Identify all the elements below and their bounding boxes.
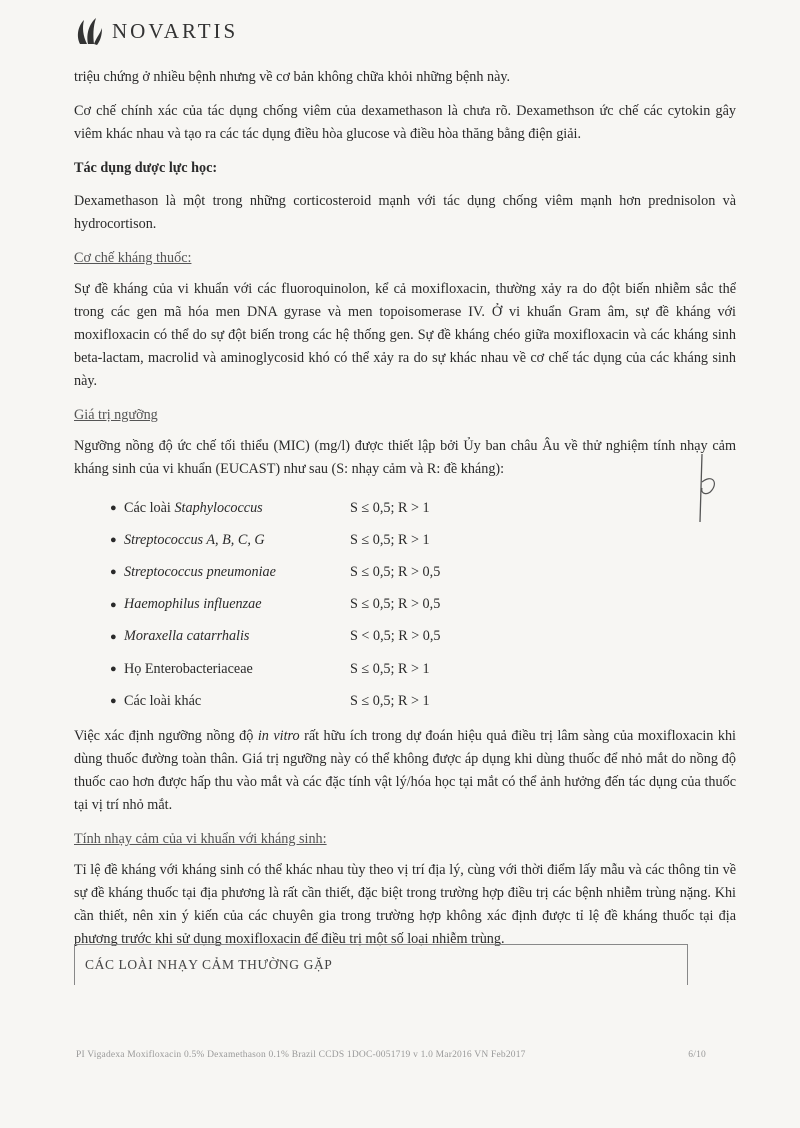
- breakpoint-value: S ≤ 0,5; R > 0,5: [350, 596, 441, 613]
- breakpoint-value: S < 0,5; R > 0,5: [350, 628, 441, 645]
- table-header: CÁC LOÀI NHẠY CẢM THƯỜNG GẶP: [85, 957, 333, 972]
- list-item: ● Haemophilus influenzae S ≤ 0,5; R > 0,5: [74, 589, 736, 621]
- list-item: ● Các loài khác S ≤ 0,5; R > 1: [74, 685, 736, 717]
- page-footer: [76, 1050, 706, 1060]
- page-number: 6/10: [688, 1050, 706, 1060]
- paragraph-mechanism: Cơ chế chính xác của tác dụng chống viêm của dexamethason là chưa rõ. Dexamethson ức chế các cytokin gây viêm khác nhau và tạo ra các tác dụng điều hòa glucose và điều hòa thăng bằng điện giải.: [74, 103, 736, 142]
- organism: Streptococcus A, B, C, G: [124, 531, 265, 548]
- paragraph-dexamethason: Dexamethason là một trong những corticosteroid mạnh với tác dụng chống viêm mạnh hơn prednisolon và hydrocortison.: [74, 193, 736, 232]
- paragraph-resistance: Sự đề kháng của vi khuẩn với các fluoroquinolon, kể cả moxifloxacin, thường xảy ra do đột biến nhiễm sắc thể trong các gen mã hóa men DNA gyrase và men topoisomerase IV. Ở vi khuẩn Gram âm, sự đề kháng với moxifloxacin có thể do sự đột biến trong các hệ thống gen. Sự đề kháng chéo giữa moxifloxacin và các kháng sinh beta-lactam, macrolid và aminoglycosid khó có thể xảy ra do sự khác nhau về cơ chế tác dụng của các kháng sinh này.: [74, 281, 736, 389]
- list-item: ● Streptococcus A, B, C, G S ≤ 0,5; R > 1: [74, 524, 736, 556]
- list-item: ● Họ Enterobacteriaceae S ≤ 0,5; R > 1: [74, 653, 736, 685]
- document-body: [74, 66, 736, 962]
- paragraph-in-vitro: Việc xác định ngưỡng nồng độ in vitro rất hữu ích trong dự đoán hiệu quả điều trị lâm sàng của moxifloxacin khi dùng thuốc đường toàn thân. Giá trị ngưỡng này có thể không được áp dụng khi dùng thuốc để nhỏ mắt do nồng độ thuốc cao hơn được hấp thu vào mắt và các đặc tính vật lý/hóa học tại mắt có thể ảnh hưởng đến tác dụng của thuốc tại vị trí nhỏ mắt.: [74, 728, 736, 814]
- breakpoint-value: S ≤ 0,5; R > 1: [350, 531, 430, 548]
- breakpoint-value: S ≤ 0,5; R > 1: [350, 499, 430, 516]
- list-item: ● Moraxella catarrhalis S < 0,5; R > 0,5: [74, 621, 736, 653]
- breakpoint-value: S ≤ 0,5; R > 0,5: [350, 563, 441, 580]
- organism: Haemophilus influenzae: [124, 596, 262, 613]
- heading-susceptibility: Tính nhạy cảm của vi khuẩn với kháng sinh:: [74, 831, 327, 848]
- list-item: ● Streptococcus pneumoniae S ≤ 0,5; R > 0,5: [74, 556, 736, 588]
- paragraph-continued: triệu chứng ở nhiều bệnh nhưng về cơ bản không chữa khỏi những bệnh này.: [74, 69, 511, 85]
- novartis-logo: [74, 14, 238, 48]
- paragraph-susceptibility: Tỉ lệ đề kháng với kháng sinh có thể khác nhau tùy theo vị trí địa lý, cùng với thời điểm lấy mẫu và các thông tin về sự đề kháng thuốc tại địa phương là rất cần thiết, đặc biệt trong trường hợp điều trị các bệnh nhiễm trùng nặng. Khi cần thiết, nên xin ý kiến của các chuyên gia trong trường hợp không xác định được tỉ lệ đề kháng thuốc tại địa phương trước khi sử dụng moxifloxacin để điều trị một số loại nhiễm trùng.: [74, 862, 736, 948]
- footer-reference: PI Vigadexa Moxifloxacin 0.5% Dexamethason 0.1% Brazil CCDS 1DOC-0051719 v 1.0 Mar2016 VN Feb2017: [76, 1050, 526, 1060]
- logo-text: NOVARTIS: [112, 18, 239, 43]
- list-item: ● Các loài Staphylococcus S ≤ 0,5; R > 1: [74, 492, 736, 524]
- organism: Streptococcus pneumoniae: [124, 563, 276, 580]
- organism: Moraxella catarrhalis: [124, 628, 250, 645]
- paragraph-breakpoints: Ngưỡng nồng độ ức chế tối thiểu (MIC) (mg/l) được thiết lập bởi Ủy ban châu Âu về thử nghiệm tính nhạy cảm kháng sinh của vi khuẩn (EUCAST) như sau (S: nhạy cảm và R: đề kháng):: [74, 438, 736, 477]
- organism: Họ Enterobacteriaceae: [124, 660, 253, 677]
- susceptible-species-table: [74, 944, 688, 985]
- heading-breakpoints: Giá trị ngưỡng: [74, 407, 158, 423]
- heading-resistance: Cơ chế kháng thuốc:: [74, 250, 192, 266]
- novartis-flame-icon: [74, 14, 104, 48]
- organism: Các loài khác: [124, 692, 202, 709]
- organism: Các loài Staphylococcus: [124, 499, 263, 516]
- breakpoint-value: S ≤ 0,5; R > 1: [350, 660, 430, 677]
- breakpoint-list: [74, 492, 736, 717]
- breakpoint-value: S ≤ 0,5; R > 1: [350, 692, 430, 709]
- heading-pharmacodynamics: Tác dụng dược lực học:: [74, 160, 218, 176]
- handwritten-mark-icon: [688, 452, 728, 532]
